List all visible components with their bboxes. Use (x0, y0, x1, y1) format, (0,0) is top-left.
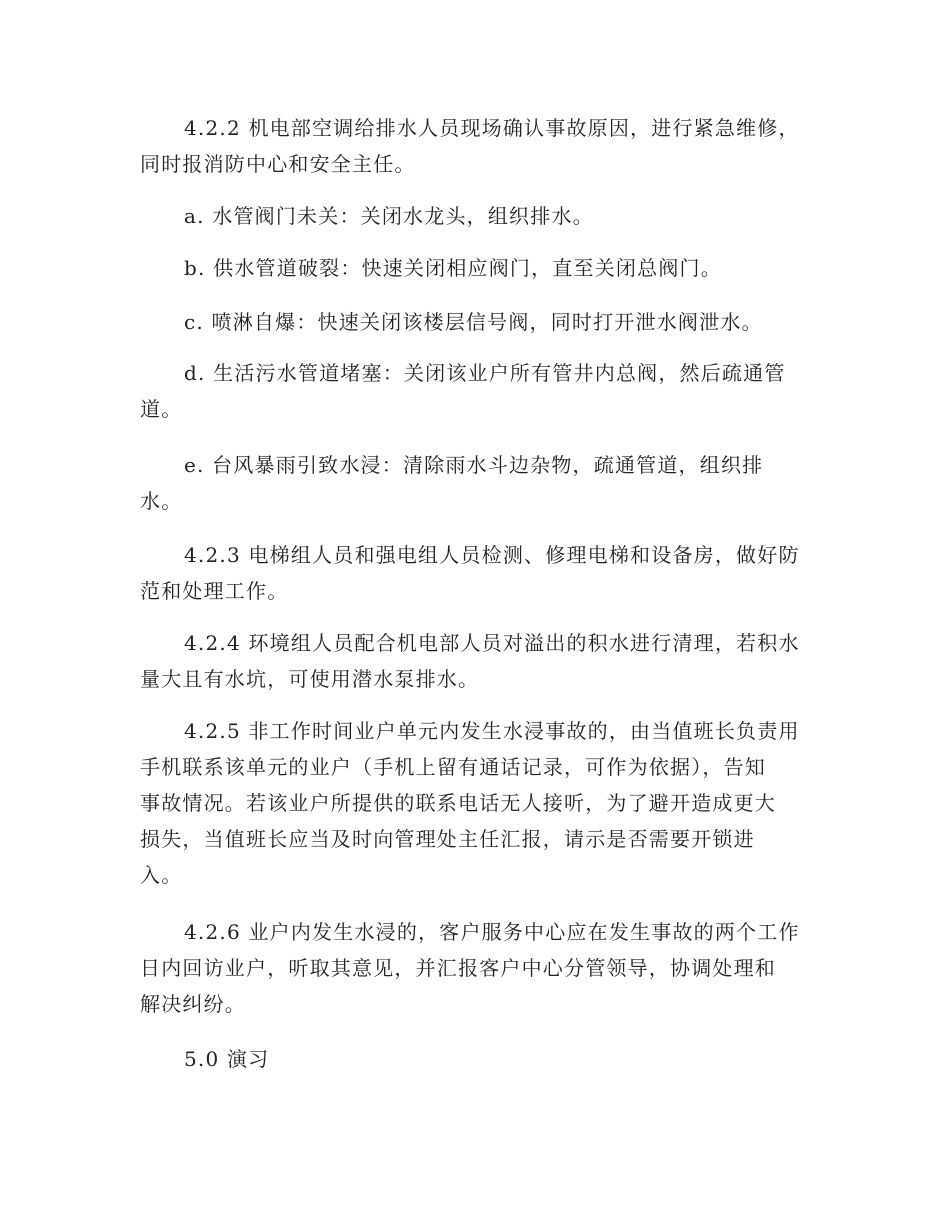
paragraph-4-2-3 (140, 537, 820, 609)
paragraph-line: 4.2.6 业户内发生水浸的，客户服务中心应在发生事故的两个工作 (184, 920, 800, 944)
list-item-b (140, 250, 820, 286)
paragraph-line: 范和处理工作。 (140, 579, 289, 603)
paragraph-line: 损失，当值班长应当及时向管理处主任汇报，请示是否需要开锁进 (140, 827, 755, 851)
list-item-c (140, 304, 820, 340)
paragraph-4-2-6 (140, 914, 820, 1022)
section-heading-5-0 (140, 1041, 820, 1077)
paragraph-line: a. 水管阀门未关：关闭水龙头，组织排水。 (184, 204, 594, 228)
list-item-e (140, 447, 820, 519)
paragraph-line: 道。 (140, 397, 183, 421)
paragraph-line: 4.2.2 机电部空调给排水人员现场确认事故原因，进行紧急维修， (184, 116, 800, 140)
paragraph-line: d. 生活污水管道堵塞：关闭该业户所有管井内总阀，然后疏通管 (184, 361, 786, 385)
paragraph-4-2-5 (140, 713, 820, 893)
paragraph-line: 同时报消防中心和安全主任。 (140, 152, 416, 176)
paragraph-line: 4.2.5 非工作时间业户单元内发生水浸事故的，由当值班长负责用 (184, 719, 800, 743)
list-item-a (140, 198, 820, 234)
paragraph-line: 4.2.3 电梯组人员和强电组人员检测、修理电梯和设备房，做好防 (184, 543, 800, 567)
paragraph-line: 手机联系该单元的业户（手机上留有通话记录，可作为依据），告知 (140, 755, 766, 779)
paragraph-4-2-2 (140, 110, 820, 182)
paragraph-line: 水。 (140, 489, 183, 513)
paragraph-line: 入。 (140, 863, 183, 887)
paragraph-line: 4.2.4 环境组人员配合机电部人员对溢出的积水进行清理，若积水 (184, 631, 800, 655)
paragraph-line: 日内回访业户，听取其意见，并汇报客户中心分管领导，协调处理和 (140, 956, 776, 980)
paragraph-4-2-4 (140, 625, 820, 697)
paragraph-line: 量大且有水坑，可使用潜水泵排水。 (140, 667, 480, 691)
paragraph-line: 5.0 演习 (184, 1047, 270, 1071)
paragraph-line: e. 台风暴雨引致水浸：清除雨水斗边杂物，疏通管道，组织排 (184, 453, 764, 477)
paragraph-line: 解决纠纷。 (140, 992, 246, 1016)
paragraph-line: 事故情况。若该业户所提供的联系电话无人接听，为了避开造成更大 (140, 791, 776, 815)
paragraph-line: c. 喷淋自爆：快速关闭该楼层信号阀，同时打开泄水阀泄水。 (184, 310, 763, 334)
paragraph-line: b. 供水管道破裂：快速关闭相应阀门，直至关闭总阀门。 (184, 256, 722, 280)
list-item-d (140, 355, 820, 427)
